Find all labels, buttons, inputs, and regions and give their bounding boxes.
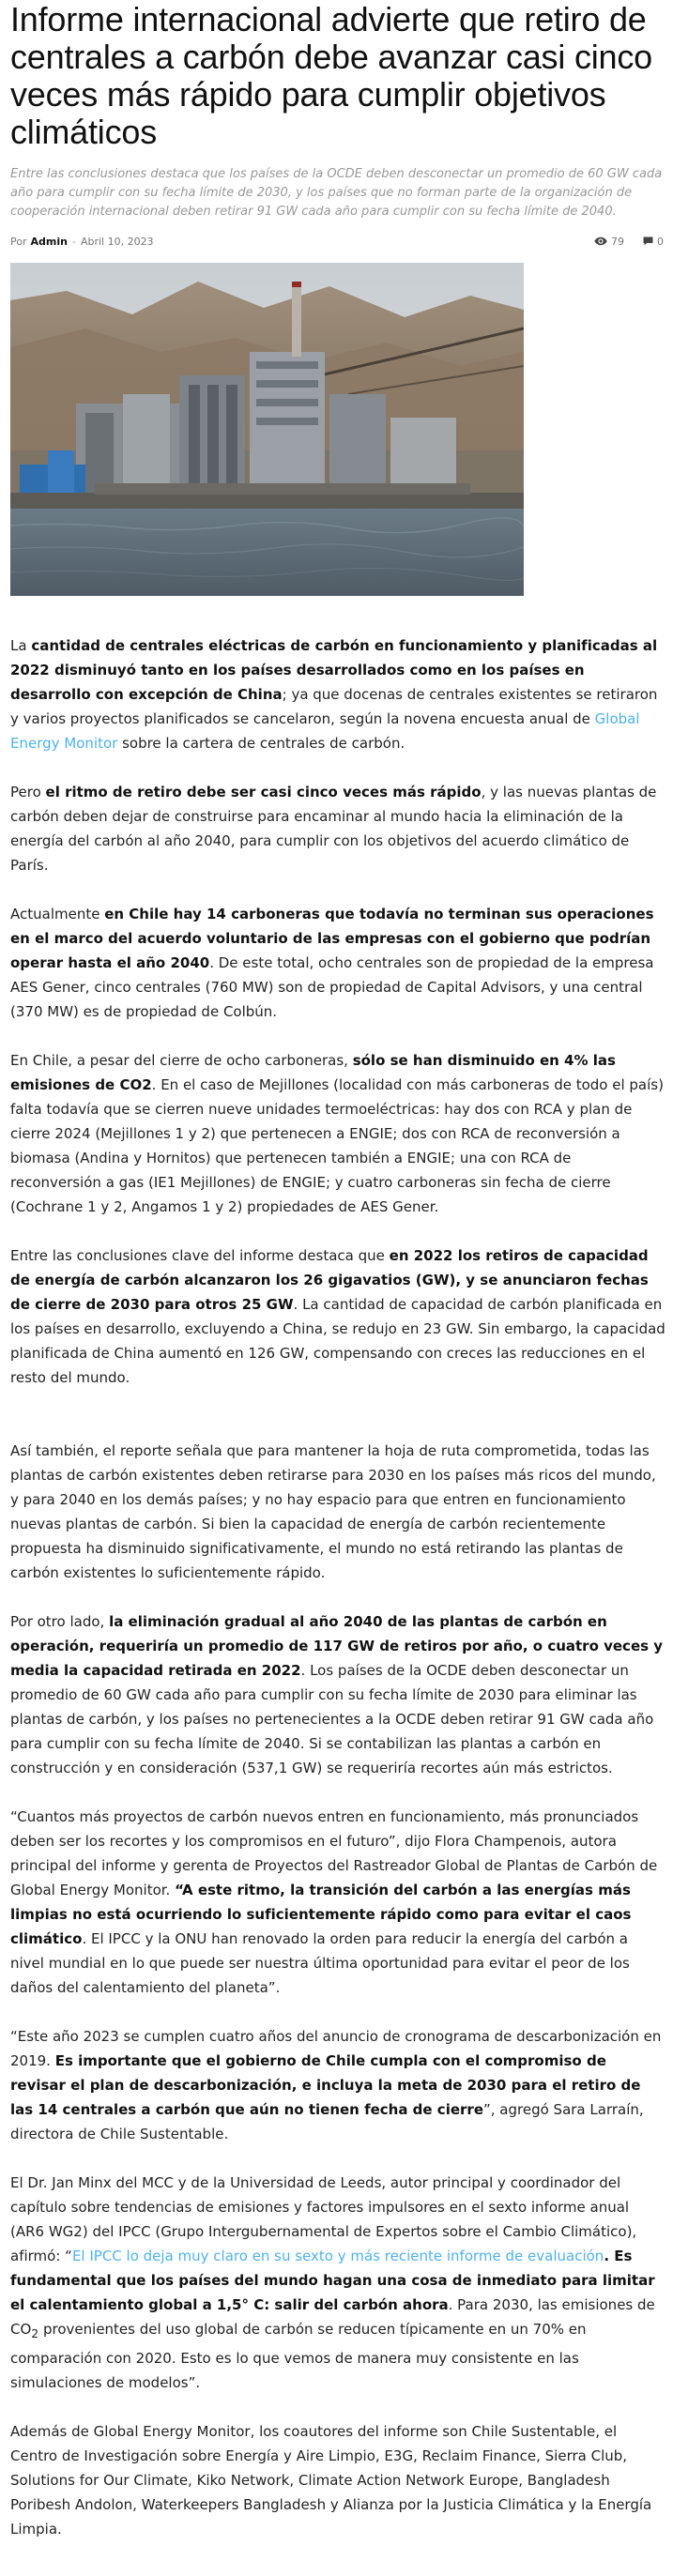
featured-image (10, 263, 524, 596)
paragraph-5 (10, 1243, 665, 1390)
paragraph-3 (10, 902, 665, 1024)
paragraph-10 (10, 2171, 665, 2395)
bold-text: en Chile hay 14 carboneras que todavía no terminan sus operaciones en el marco del acuerdo voluntario de las empresas con el gobierno que podrían operar hasta el año 2040 (10, 906, 654, 971)
bold-text: sólo se han disminuido en 4% las emisiones de CO2 (10, 1052, 616, 1093)
paragraph-8 (10, 1805, 665, 2000)
comments-count: 0 (657, 235, 664, 248)
text-run: . En el caso de Mejillones (localidad con más carboneras de todo el país) falta todavía que se cierren nueve unidades termoeléctricas: hay dos con RCA y plan de cierre 2024 (Mejillones 1 y 2) que pertenecen a ENGIE; dos con RCA de reconversión a biomasa (Andina y Hornitos) que pertenecen también a ENGIE; una con RCA de reconversión a gas (IE1 Mejillones) de ENGIE; y cuatro carboneras sin fecha de cierre (Cochrane 1 y 2, Angamos 1 y 2) propiedades de AES Gener. (10, 1076, 664, 1215)
paragraph-6 (10, 1439, 665, 1585)
views-stat (594, 236, 624, 248)
ipcc-report-link[interactable]: El IPCC lo deja muy claro en su sexto y más reciente informe de evaluación (71, 2248, 604, 2264)
text-run: . La cantidad de capacidad de carbón planificada en los países en desarrollo, excluyendo a China, se redujo en 23 GW. Sin embargo, la capacidad planificada de China aumentó en 126 GW, compensando con creces las reducciones en el resto del mundo. (10, 1296, 665, 1386)
paragraph-2 (10, 780, 665, 877)
text-run: Por otro lado, (10, 1613, 110, 1630)
paragraph-1 (10, 633, 665, 755)
text-run: Así también, el reporte señala que para mantener la hoja de ruta comprometida, todas las plantas de carbón existentes deben retirarse para 2030 en los países más ricos del mundo, y para 2040 en los demás países; y no hay espacio para que entren en funcionamiento nuevas plantas de carbón. Si bien la capacidad de energía de carbón recientemente propuesta ha disminuido significativamente, el mundo no está retirando las plantas de carbón existentes lo suficientemente rápido. (10, 1442, 656, 1581)
paragraph-9 (10, 2024, 665, 2146)
global-energy-monitor-link[interactable]: Global Energy Monitor (10, 710, 640, 752)
text-run: . De este total, ocho centrales son de propiedad de la empresa AES Gener, cinco centrales (760 MW) son de propiedad de Capital Advisors, y una central (370 MW) es de propiedad de Colbún. (10, 954, 654, 1020)
text-run: El Dr. Jan Minx del MCC y de la Universidad de Leeds, autor principal y coordinador del capítulo sobre tendencias de emisiones y factores impulsores en el sexto informe anual (AR6 WG2) del IPCC (Grupo Intergubernamental de Expertos sobre el Cambio Climático), afirmó: “ (10, 2174, 637, 2264)
author-link[interactable]: Admin (30, 235, 68, 248)
paragraph-7 (10, 1609, 665, 1780)
paragraph-4 (10, 1048, 665, 1219)
coal-power-plant-photo (10, 263, 524, 596)
text-run: provenientes del uso global de carbón se reducen típicamente en un 70% en comparación con 2020. Esto es lo que vemos de manera muy consistente en las simulaciones de modelos”. (10, 2321, 587, 2391)
bold-text: “A este ritmo, la transición del carbón a las energías más limpias no está ocurriendo lo suficientemente rápido como para evitar el caos climático (10, 1882, 632, 1947)
eye-icon (594, 236, 607, 246)
text-run: Entre las conclusiones clave del informe destaca que (10, 1247, 390, 1264)
text-run: . El IPCC y la ONU han renovado la orden para reducir la energía del carbón a nivel mundial en lo que puede ser nuestra última oportunidad para evitar el peor de los daños del calentamiento del planeta”. (10, 1930, 630, 1996)
bold-text: en 2022 los retiros de capacidad de energía de carbón alcanzaron los 26 gigavatios (GW), y se anunciaron fechas de cierre de 2030 para otros 25 GW (10, 1247, 649, 1313)
byline-prefix: Por (10, 235, 27, 248)
bold-text: la eliminación gradual al año 2040 de las plantas de carbón en operación, requeriría un promedio de 117 GW de retiros por año, o cuatro veces y media la capacidad retirada en 2022 (10, 1613, 664, 1679)
article-meta (10, 233, 665, 250)
article-title: Informe internacional advierte que retiro de centrales a carbón debe avanzar casi cinco veces más rápido para cumplir objetivos climáticos (10, 0, 653, 151)
article-stats (594, 236, 665, 248)
bold-text: cantidad de centrales eléctricas de carbón en funcionamiento y planificadas al 2022 disminuyó tanto en los países desarrollados como en los países en desarrollo con excepción de China (10, 637, 658, 703)
text-run: . Para 2030, las emisiones de CO (10, 2296, 655, 2338)
meta-separator: - (71, 235, 76, 248)
bold-text: el ritmo de retiro debe ser casi cinco veces más rápido (45, 784, 482, 800)
text-run: Pero (10, 784, 46, 800)
text-run: . Los países de la OCDE deben desconectar un promedio de 60 GW cada año para cumplir con su fecha límite de 2030 para eliminar las plantas de carbón, y los países no pertenecientes a la OCDE deben retirar 91 GW cada año para cumplir con su fecha límite de 2040. Si se contabilizan las plantas a carbón en construcción y en consideración (537,1 GW) se requeriría recortes aún más estrictos. (10, 1662, 654, 1776)
comment-icon (643, 236, 653, 246)
subscript-text: 2 (31, 2326, 39, 2340)
article-subtitle: Entre las conclusiones destaca que los países de la OCDE deben desconectar un promedio de 60 GW cada año para cumplir con su fecha límite de 2030, y los países que no forman parte de la organización de cooperación internacional deben retirar 91 GW cada año para cumplir con su fecha límite de 2040. (10, 167, 663, 219)
publish-date: Abril 10, 2023 (80, 235, 154, 248)
text-run: En Chile, a pesar del cierre de ocho carboneras, (10, 1052, 353, 1069)
bold-text: Es importante que el gobierno de Chile cumpla con el compromiso de revisar el plan de descarbonización, e incluya la meta de 2030 para el retiro de las 14 centrales a carbón que aún no tienen fecha de cierre (10, 2052, 641, 2118)
article-body (10, 633, 665, 2541)
views-count: 79 (611, 235, 624, 248)
bold-text: . Es fundamental que los países del mundo hagan una cosa de inmediato para limitar el calentamiento global a 1,5° C: salir del carbón ahora (10, 2248, 655, 2313)
text-run: La (10, 637, 32, 654)
article-container (10, 0, 665, 2566)
comments-stat[interactable] (643, 236, 664, 248)
text-run: , y las nuevas plantas de carbón deben dejar de construirse para encaminar al mundo hacia la eliminación de la energía del carbón al año 2040, para cumplir con los objetivos del acuerdo climático de París. (10, 784, 657, 874)
text-run: “Cuantos más proyectos de carbón nuevos entren en funcionamiento, más pronunciados deben ser los recortes y los compromisos en el futuro”, dijo Flora Champenois, autora principal del informe y gerenta de Proyectos del Rastreador Global de Plantas de Carbón de Global Energy Monitor. (10, 1808, 658, 1898)
text-run: sobre la cartera de centrales de carbón. (117, 735, 405, 752)
text-run: ”, agregó Sara Larraín, directora de Chile Sustentable. (10, 2101, 644, 2142)
text-run: Además de Global Energy Monitor, los coautores del informe son Chile Sustentable, el Centro de Investigación sobre Energía y Aire Limpio, E3G, Reclaim Finance, Sierra Club, Solutions for Our Climate, Kiko Network, Climate Action Network Europe, Bangladesh Poribesh Andolon, Waterkeepers Bangladesh y Alianza por la Justicia Climática y la Energía Limpia. (10, 2423, 652, 2538)
text-run: Actualmente (10, 906, 105, 922)
paragraph-11 (10, 2419, 665, 2541)
text-run: “Este año 2023 se cumplen cuatro años del anuncio de cronograma de descarbonización en 2019. (10, 2028, 662, 2069)
text-run: ; ya que docenas de centrales existentes se retiraron y varios proyectos planificados se cancelaron, según la novena encuesta anual de (10, 686, 658, 727)
